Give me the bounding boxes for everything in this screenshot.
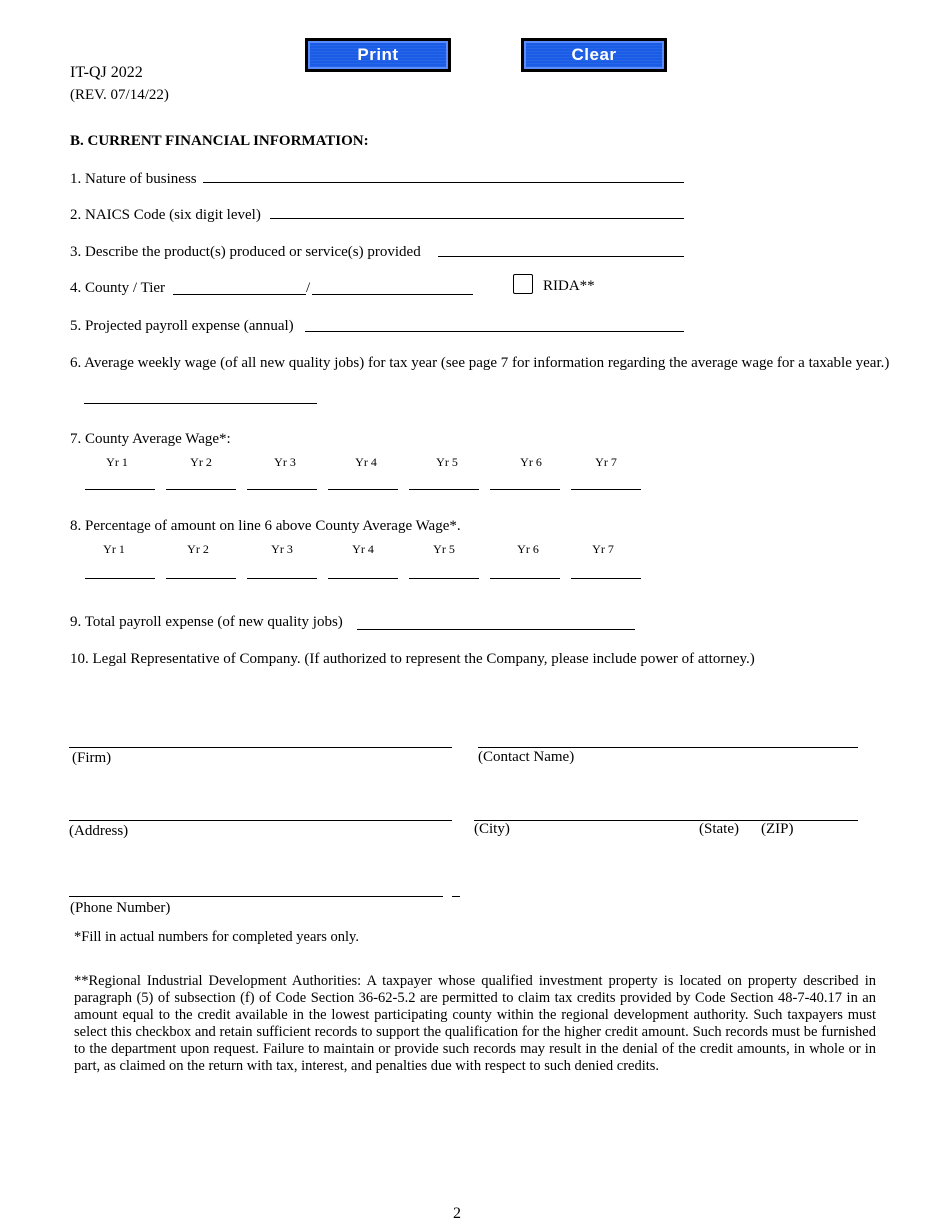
county-avg-yr4-label: Yr 4 xyxy=(355,455,377,469)
percentage-yr4-input[interactable] xyxy=(328,578,398,579)
phone-divider xyxy=(452,896,460,897)
tier-input[interactable] xyxy=(312,294,473,295)
avg-weekly-label: 6. Average weekly wage (of all new quality jobs) for tax year (see page 7 for information regarding the average wage for a taxable year.) xyxy=(70,355,890,371)
county-avg-yr7-input[interactable] xyxy=(571,489,641,490)
firm-label: (Firm) xyxy=(72,750,112,766)
county-input[interactable] xyxy=(173,294,306,295)
avg-weekly-input[interactable] xyxy=(84,403,317,404)
percentage-yr6-label: Yr 6 xyxy=(517,542,539,556)
percentage-yr5-label: Yr 5 xyxy=(433,542,455,556)
percentage-label: 8. Percentage of amount on line 6 above County Average Wage*. xyxy=(70,518,461,534)
describe-label: 3. Describe the product(s) produced or service(s) provided xyxy=(70,244,421,260)
print-button[interactable] xyxy=(305,38,451,72)
percentage-yr6-input[interactable] xyxy=(490,578,560,579)
county-avg-yr2-input[interactable] xyxy=(166,489,236,490)
naics-label: 2. NAICS Code (six digit level) xyxy=(70,207,261,223)
county-avg-yr2-label: Yr 2 xyxy=(190,455,212,469)
payroll-label: 5. Projected payroll expense (annual) xyxy=(70,318,294,334)
county-avg-yr1-label: Yr 1 xyxy=(106,455,128,469)
total-payroll-input[interactable] xyxy=(357,629,635,630)
percentage-yr1-input[interactable] xyxy=(85,578,155,579)
county-avg-yr7-label: Yr 7 xyxy=(595,455,617,469)
address-label: (Address) xyxy=(69,823,129,839)
rida-checkbox[interactable] xyxy=(513,274,533,294)
clear-button-label: Clear xyxy=(524,41,664,69)
county-avg-yr3-label: Yr 3 xyxy=(274,455,296,469)
form-id: IT-QJ 2022 xyxy=(70,64,143,81)
percentage-yr7-input[interactable] xyxy=(571,578,641,579)
county-avg-yr4-input[interactable] xyxy=(328,489,398,490)
percentage-yr7-label: Yr 7 xyxy=(592,542,614,556)
city-label: (City) xyxy=(474,821,510,837)
county-avg-yr6-input[interactable] xyxy=(490,489,560,490)
phone-input[interactable] xyxy=(69,896,443,897)
rida-label: RIDA** xyxy=(543,278,595,294)
nature-input[interactable] xyxy=(203,182,684,183)
total-payroll-label: 9. Total payroll expense (of new quality jobs) xyxy=(70,614,343,630)
county-avg-yr5-label: Yr 5 xyxy=(436,455,458,469)
county-tier-slash: / xyxy=(306,280,311,296)
percentage-yr3-input[interactable] xyxy=(247,578,317,579)
firm-input[interactable] xyxy=(69,747,452,748)
rida-note: **Regional Industrial Development Authorities: A taxpayer whose qualified investment property is located on property described in paragraph (5) of subsection (f) of Code Section 36-62-5.2 are permitted to claim tax credits provided by Code Section 48-7-40.17 in an amount equal to the credit available in the lowest participating county within the regional development authority. Such taxpayers must select this checkbox and retain sufficient records to support the qualification for the higher credit amount. Such records must be furnished to the department upon request. Failure to maintain or provide such records may result in the denial of the credit amounts, in whole or in part, as claimed on the return with tax, interest, and penalties due with respect to such denied credits. xyxy=(74,973,876,1074)
county-avg-yr6-label: Yr 6 xyxy=(520,455,542,469)
county-avg-yr5-input[interactable] xyxy=(409,489,479,490)
percentage-yr5-input[interactable] xyxy=(409,578,479,579)
nature-label: 1. Nature of business xyxy=(70,171,197,187)
print-button-label: Print xyxy=(308,41,448,69)
city-state-zip-input[interactable] xyxy=(474,820,858,821)
clear-button[interactable] xyxy=(521,38,667,72)
state-label: (State) xyxy=(699,821,739,837)
describe-input[interactable] xyxy=(438,256,684,257)
contact-name-label: (Contact Name) xyxy=(478,749,575,765)
county-avg-yr3-input[interactable] xyxy=(247,489,317,490)
percentage-yr3-label: Yr 3 xyxy=(271,542,293,556)
county-avg-label: 7. County Average Wage*: xyxy=(70,431,231,447)
legal-rep-label: 10. Legal Representative of Company. (If authorized to represent the Company, please include power of attorney.) xyxy=(70,651,755,667)
form-revision: (REV. 07/14/22) xyxy=(70,87,169,103)
county-avg-yr1-input[interactable] xyxy=(85,489,155,490)
zip-label: (ZIP) xyxy=(761,821,794,837)
address-input[interactable] xyxy=(69,820,452,821)
county-tier-label: 4. County / Tier xyxy=(70,280,166,296)
percentage-yr1-label: Yr 1 xyxy=(103,542,125,556)
percentage-yr2-label: Yr 2 xyxy=(187,542,209,556)
payroll-input[interactable] xyxy=(305,331,684,332)
percentage-yr2-input[interactable] xyxy=(166,578,236,579)
percentage-yr4-label: Yr 4 xyxy=(352,542,374,556)
naics-input[interactable] xyxy=(270,218,684,219)
page-number: 2 xyxy=(453,1205,461,1222)
section-title: B. CURRENT FINANCIAL INFORMATION: xyxy=(70,133,369,149)
contact-name-input[interactable] xyxy=(478,747,858,748)
phone-label: (Phone Number) xyxy=(70,900,171,916)
fill-note: *Fill in actual numbers for completed years only. xyxy=(74,929,359,945)
